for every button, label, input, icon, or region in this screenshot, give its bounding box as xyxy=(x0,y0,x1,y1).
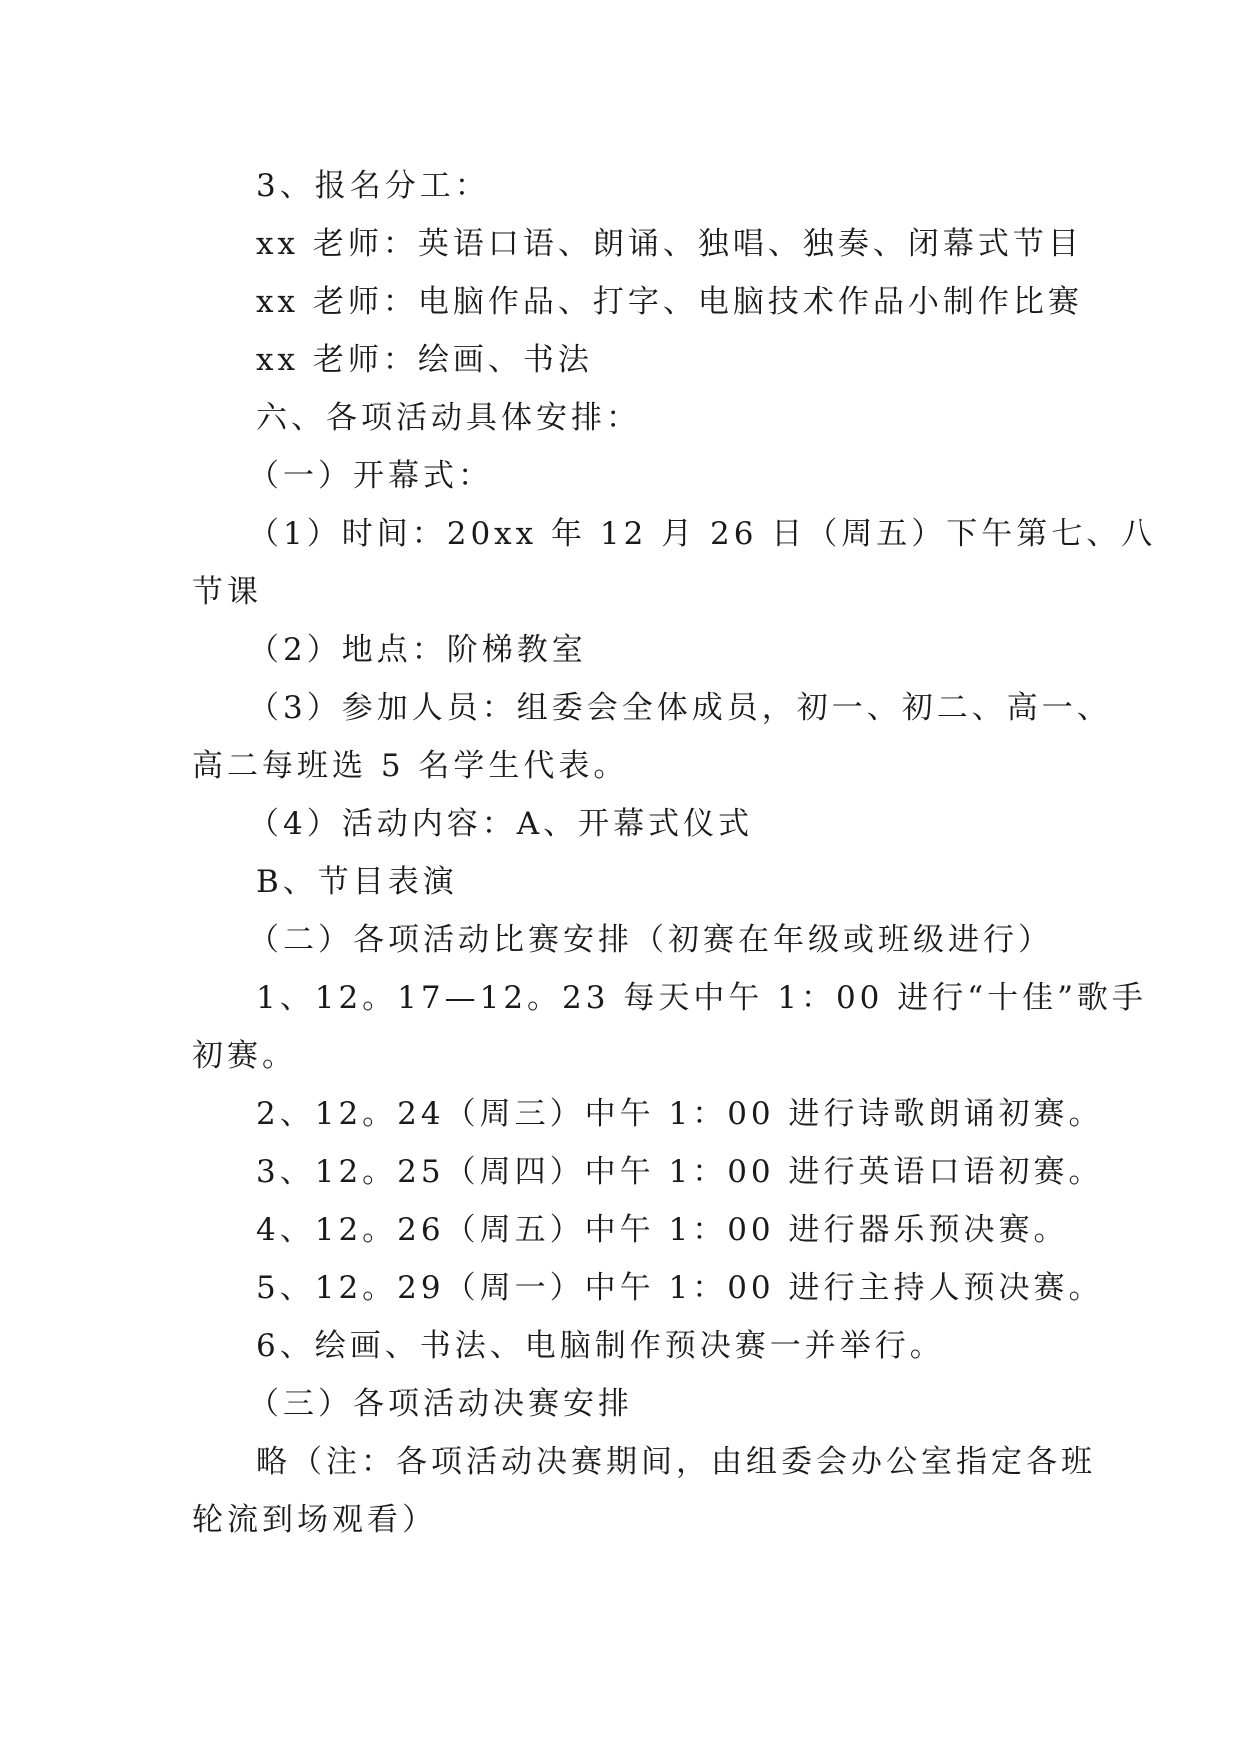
section-heading-schedule: 六、各项活动具体安排： xyxy=(256,400,641,436)
subsection-heading-competitions: （二）各项活动比赛安排（初赛在年级或班级进行） xyxy=(248,922,1053,958)
paragraph-line: 初赛。 xyxy=(192,1038,297,1074)
paragraph-line: 2、12。24（周三）中午 1：00 进行诗歌朗诵初赛。 xyxy=(256,1096,1104,1132)
paragraph-line: 轮流到场观看） xyxy=(192,1502,437,1538)
paragraph-line: 节课 xyxy=(192,574,262,610)
paragraph-line: B、节目表演 xyxy=(256,864,458,900)
teacher-assignment-line: xx 老师：电脑作品、打字、电脑技术作品小制作比赛 xyxy=(256,284,1083,320)
paragraph-line: （4）活动内容：A、开幕式仪式 xyxy=(248,806,754,842)
paragraph-line: 高二每班选 5 名学生代表。 xyxy=(192,748,629,784)
paragraph-line: 略（注：各项活动决赛期间，由组委会办公室指定各班 xyxy=(256,1444,1096,1480)
subsection-heading-finals: （三）各项活动决赛安排 xyxy=(248,1386,633,1422)
paragraph-line: 3、12。25（周四）中午 1：00 进行英语口语初赛。 xyxy=(256,1154,1104,1190)
section-heading-registration: 3、报名分工： xyxy=(256,168,490,204)
paragraph-line: 6、绘画、书法、电脑制作预决赛一并举行。 xyxy=(256,1328,945,1364)
paragraph-line: 4、12。26（周五）中午 1：00 进行器乐预决赛。 xyxy=(256,1212,1069,1248)
teacher-assignment-line: xx 老师：英语口语、朗诵、独唱、独奏、闭幕式节目 xyxy=(256,226,1083,262)
subsection-heading-opening: （一）开幕式： xyxy=(248,458,493,494)
paragraph-line: 1、12。17—12。23 每天中午 1：00 进行“十佳”歌手 xyxy=(256,980,1147,1016)
paragraph-line: （1）时间：20xx 年 12 月 26 日（周五）下午第七、八 xyxy=(248,516,1157,552)
paragraph-line: 5、12。29（周一）中午 1：00 进行主持人预决赛。 xyxy=(256,1270,1104,1306)
teacher-assignment-line: xx 老师：绘画、书法 xyxy=(256,342,593,378)
paragraph-line: （2）地点：阶梯教室 xyxy=(248,632,587,668)
paragraph-line: （3）参加人员：组委会全体成员，初一、初二、高一、 xyxy=(248,690,1112,726)
